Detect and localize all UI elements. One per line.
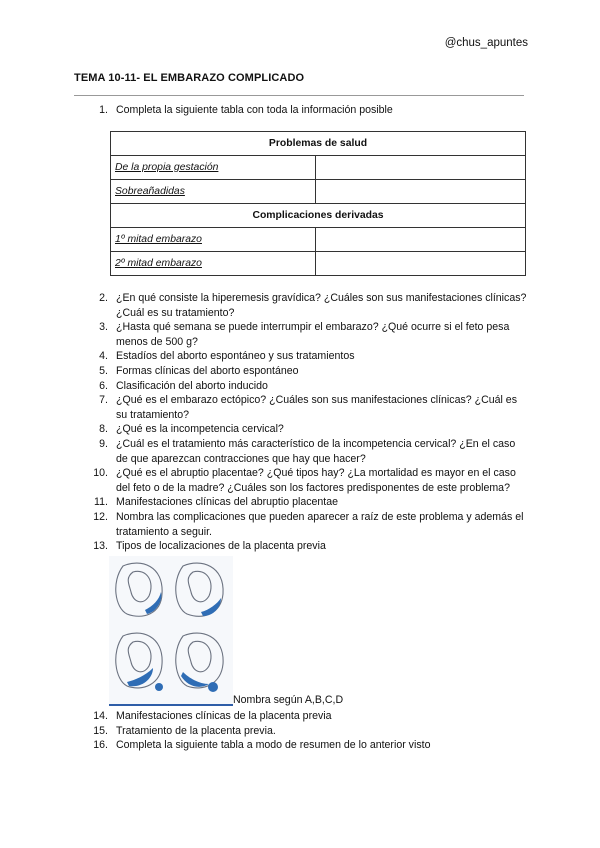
- question-text: Formas clínicas del aborto espontáneo: [116, 364, 299, 377]
- question-text: ¿Qué es el embarazo ectópico? ¿Cuáles son sus manifestaciones clínicas? ¿Cuál es su tratamiento?: [116, 394, 517, 421]
- question-item: [79, 539, 529, 554]
- table-row-label: 2º mitad embarazo: [111, 252, 316, 276]
- question-number: 1.: [99, 104, 108, 116]
- question-number: 14.: [93, 710, 108, 722]
- question-item: [79, 393, 529, 422]
- question-item: [79, 466, 529, 495]
- question-text: Manifestaciones clínicas de la placenta previa: [116, 710, 332, 722]
- question-text: Tipos de localizaciones de la placenta previa: [116, 540, 326, 553]
- question-text: Clasificación del aborto inducido: [116, 379, 268, 392]
- placenta-c: [127, 668, 153, 686]
- question-item: [79, 738, 529, 753]
- question-text: Manifestaciones clínicas del abruptio placentae: [116, 496, 339, 509]
- question-text: ¿En qué consiste la hiperemesis gravídica? ¿Cuáles son sus manifestaciones clínicas? ¿Cuál es su tratamiento?: [116, 292, 527, 319]
- question-item: [79, 379, 529, 394]
- question-list-end: [79, 709, 529, 753]
- question-item: [79, 103, 529, 118]
- question-item: [79, 724, 529, 739]
- question-text: Nombra las complicaciones que pueden aparecer a raíz de este problema y además el tratamiento a seguir.: [116, 510, 524, 538]
- table-section-header: Complicaciones derivadas: [111, 204, 526, 228]
- table-row-label: 1º mitad embarazo: [111, 228, 316, 252]
- question-number: 13.: [93, 540, 108, 553]
- placenta-previa-figure: [109, 556, 233, 706]
- question-number: 9.: [99, 437, 108, 450]
- table-answer-cell: [316, 252, 526, 276]
- question-item: [79, 495, 529, 510]
- table-row: [111, 132, 526, 156]
- question-number: 5.: [99, 364, 108, 377]
- question-text: Completa la siguiente tabla con toda la información posible: [116, 104, 393, 116]
- fetus-outline-c: [128, 641, 151, 671]
- table-row: [111, 228, 526, 252]
- question-text: Estadíos del aborto espontáneo y sus tratamientos: [116, 350, 355, 363]
- question-text: Tratamiento de la placenta previa.: [116, 724, 276, 737]
- table-section-header: Problemas de salud: [111, 132, 526, 156]
- question-text: Completa la siguiente tabla a modo de resumen de lo anterior visto: [116, 739, 431, 752]
- table-row-label: De la propia gestación: [111, 156, 316, 180]
- table-answer-cell: [316, 228, 526, 252]
- page-title: TEMA 10-11- EL EMBARAZO COMPLICADO: [74, 72, 305, 84]
- question-number: 11.: [94, 496, 108, 509]
- question-number: 12.: [93, 510, 108, 523]
- cervix-marker-d: [208, 682, 218, 692]
- fetus-outline-a: [128, 571, 151, 601]
- question-item: [79, 709, 529, 724]
- question-number: 10.: [93, 467, 108, 480]
- table-row: [111, 180, 526, 204]
- question-list: [79, 291, 529, 554]
- table-row: [111, 204, 526, 228]
- question-number: 3.: [99, 321, 108, 334]
- question-item: [79, 291, 529, 320]
- question-number: 8.: [99, 423, 108, 436]
- cervix-marker-c: [155, 683, 163, 691]
- question-item: [79, 422, 529, 437]
- table-row: [111, 156, 526, 180]
- question-text: ¿Hasta qué semana se puede interrumpir el embarazo? ¿Qué ocurre si el feto pesa menos de 500 g?: [116, 321, 510, 348]
- placenta-previa-illustration: [109, 556, 233, 702]
- author-handle: @chus_apuntes: [444, 37, 528, 49]
- placenta-a: [145, 592, 161, 614]
- question-number: 16.: [93, 739, 108, 752]
- health-problems-table: [110, 131, 526, 276]
- question-text: ¿Qué es la incompetencia cervical?: [116, 423, 284, 436]
- table-row: [111, 252, 526, 276]
- question-number: 15.: [93, 724, 108, 737]
- question-item: [79, 510, 529, 539]
- question-list-intro: [79, 103, 529, 118]
- question-number: 7.: [99, 394, 108, 407]
- question-item: [79, 364, 529, 379]
- question-text: ¿Qué es el abruptio placentae? ¿Qué tipos hay? ¿La mortalidad es mayor en el caso del feto o de la madre? ¿Cuáles son los factores predisponentes de este problema?: [116, 467, 516, 494]
- question-number: 6.: [99, 379, 108, 392]
- question-number: 4.: [99, 350, 108, 363]
- fetus-outline-d: [188, 641, 211, 671]
- question-number: 2.: [99, 292, 108, 304]
- table-answer-cell: [316, 180, 526, 204]
- fetus-outline-b: [188, 571, 211, 601]
- table-row-label: Sobreañadidas: [111, 180, 316, 204]
- figure-caption: Nombra según A,B,C,D: [233, 694, 344, 706]
- question-text: ¿Cuál es el tratamiento más característico de la incompetencia cervical? ¿En el caso de que aparezcan contracciones que hay que hacer?: [116, 437, 516, 465]
- table-answer-cell: [316, 156, 526, 180]
- question-item: [79, 349, 529, 364]
- title-divider: [74, 95, 524, 96]
- question-item: [79, 320, 529, 349]
- question-item: [79, 437, 529, 466]
